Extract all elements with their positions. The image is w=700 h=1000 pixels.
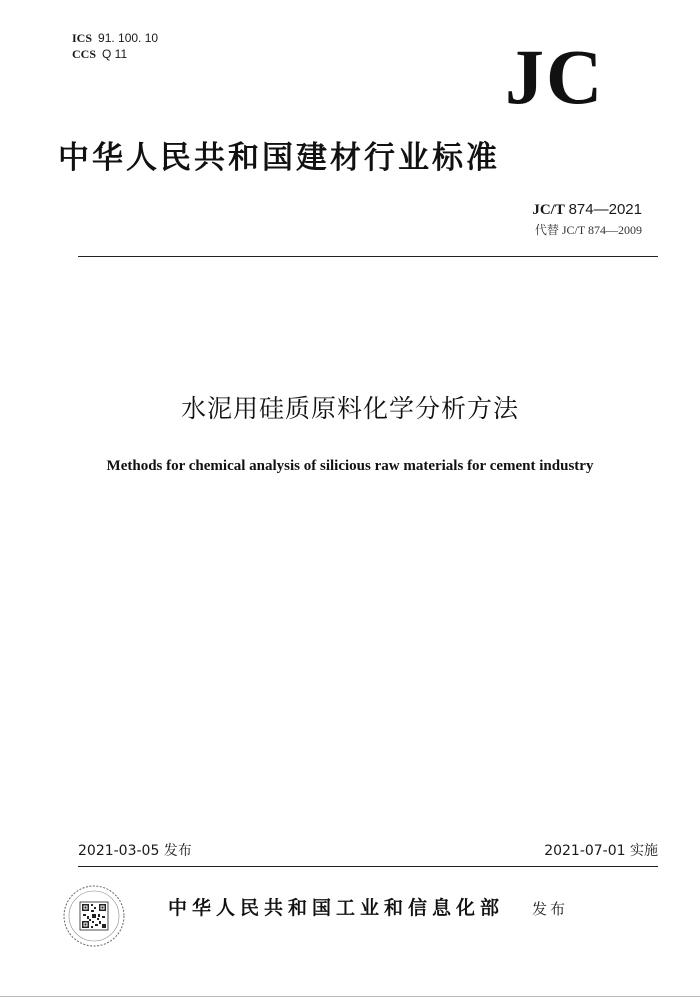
issuer-action: 发布 <box>532 900 569 918</box>
header-divider <box>78 256 658 257</box>
standard-number-value: 874—2021 <box>568 201 642 218</box>
footer-divider <box>78 866 658 867</box>
page-bottom-edge <box>0 996 700 997</box>
issuing-authority: 中华人民共和国工业和信息化部 <box>168 897 505 919</box>
classification-codes <box>72 30 158 62</box>
document-title-chinese: 水泥用硅质原料化学分析方法 <box>180 394 519 423</box>
jc-logo: JC <box>505 33 605 120</box>
qr-code-seal-icon <box>62 884 126 948</box>
document-title-english: Methods for chemical analysis of silicious raw materials for cement industry <box>106 458 594 474</box>
issue-date: 2021-03-05 发布 <box>78 843 192 859</box>
ccs-line <box>72 46 158 62</box>
organization-title: 中华人民共和国建材行业标准 <box>58 140 500 176</box>
ccs-value: Q 11 <box>102 47 128 61</box>
ics-label: ICS <box>72 31 93 45</box>
ics-value: 91. 100. 10 <box>98 31 159 45</box>
standard-code: JC/T <box>532 202 565 218</box>
implementation-date: 2021-07-01 实施 <box>544 843 658 859</box>
ics-line <box>72 30 158 46</box>
standard-number <box>532 201 642 219</box>
replaces-standard: 代替 JC/T 874—2009 <box>534 223 642 237</box>
ccs-label: CCS <box>72 47 97 61</box>
